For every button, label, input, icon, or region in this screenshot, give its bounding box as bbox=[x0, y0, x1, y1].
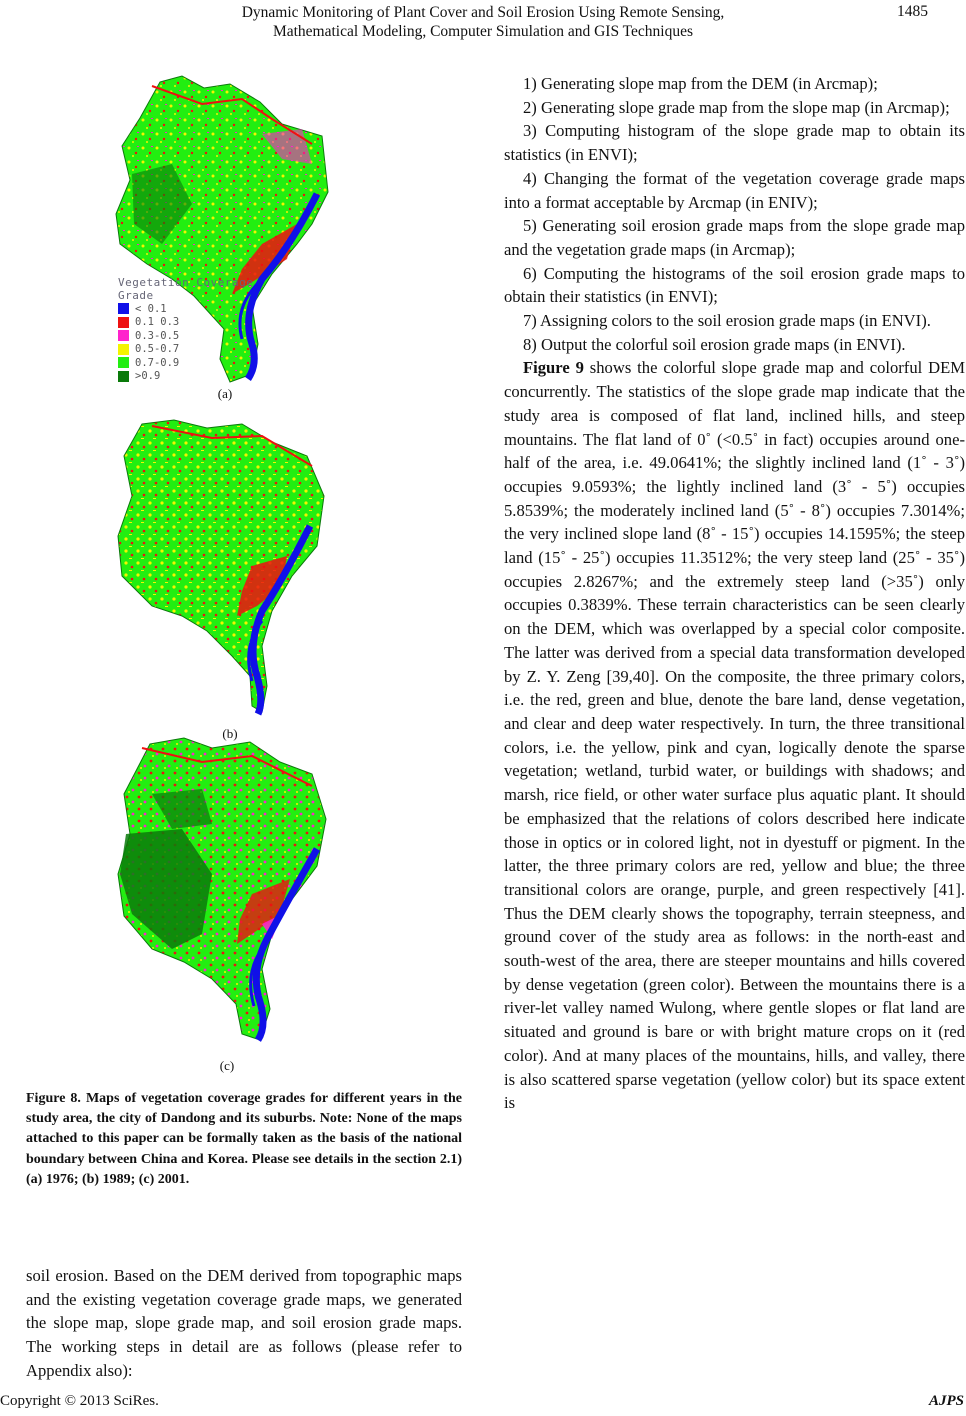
legend-label: 0.1 0.3 bbox=[135, 316, 180, 329]
step-item: 6) Computing the histograms of the soil erosion grade maps to obtain their statistics (in ENVI); bbox=[504, 263, 965, 307]
left-column-text: soil erosion. Based on the DEM derived from topographic maps and the existing vegetation coverage grade maps, we generated the slope map, slope grade map, and soil erosion grade maps. The working steps in detail are as follows (please refer to Appendix also): bbox=[26, 1266, 462, 1380]
step-item: 8) Output the colorful soil erosion grade maps (in ENVI). bbox=[523, 334, 906, 354]
legend-label: 0.7-0.9 bbox=[135, 356, 180, 369]
step-item: 3) Computing histogram of the slope grade map to obtain its statistics (in ENVI); bbox=[504, 121, 965, 165]
vegetation-map-b bbox=[112, 416, 332, 716]
vegetation-map-c bbox=[112, 734, 332, 1044]
figure-9-paragraph bbox=[504, 356, 965, 1115]
legend-swatch bbox=[118, 330, 129, 341]
legend-swatch bbox=[118, 371, 129, 382]
legend-swatch bbox=[118, 303, 129, 314]
page-number: 1485 bbox=[897, 3, 928, 20]
figure-label-a: (a) bbox=[217, 386, 233, 401]
legend-title: Vegetation Coverage Grade bbox=[118, 276, 254, 302]
step-item: 5) Generating soil erosion grade maps from the slope grade map and the vegetation grade maps (in Arcmap); bbox=[504, 216, 965, 259]
legend-swatch bbox=[118, 357, 129, 368]
step-item: 1) Generating slope map from the DEM (in Arcmap); bbox=[523, 74, 878, 93]
legend-label: >0.9 bbox=[135, 370, 161, 383]
legend-item bbox=[118, 343, 293, 357]
figure-label-c: (c) bbox=[219, 1058, 235, 1073]
legend-label: 0.5-0.7 bbox=[135, 343, 180, 356]
figure-9-reference: Figure 9 bbox=[523, 358, 584, 378]
figure-8-caption: Figure 8. Maps of vegetation coverage grades for different years in the study area, the city of Dandong and its suburbs. Note: None of the maps attached to this paper can be formally taken as the basis of the national boundary between China and Korea. Please see details in the section 2.1) (a) 1976; (b) 1989; (c) 2001. bbox=[26, 1091, 462, 1187]
legend-label: < 0.1 bbox=[135, 302, 167, 315]
copyright-notice: Copyright © 2013 SciRes. bbox=[0, 1393, 159, 1409]
steps-list bbox=[504, 72, 965, 356]
legend-items bbox=[118, 302, 293, 383]
journal-name: AJPS bbox=[928, 1393, 964, 1409]
step-item: 7) Assigning colors to the soil erosion grade maps (in ENVI). bbox=[523, 311, 931, 331]
running-title-line-2: Mathematical Modeling, Computer Simulation and GIS Techniques bbox=[272, 23, 694, 40]
legend-swatch bbox=[118, 317, 129, 328]
legend-item bbox=[118, 370, 293, 384]
paragraph-text: shows the colorful slope grade map and colorful DEM concurrently. The statistics of the slope grade map indicate that the study area is composed of flat land, inclined hills, and steep mountains. The flat land of 0˚ (<0.5˚ in fact) occupies around one-half of the area, i.e. 49.0641%; the slightly inclined land (1˚ - 3˚) occupies 9.0593%; the lightly inclined land (3˚ - 5˚) occupies 5.8539%; the moderately inclined land (5˚ - 8˚) occupies 7.3014%; the very inclined slope land (8˚ - 15˚) occupies 14.1595%; the steep land (15˚ - 25˚) occupies 11.3512%; the very steep land (25˚ - 35˚) occupies 2.8267%; and the extremely steep land (>35˚) only occupies 0.3839%. These terrain characteristics can be seen clearly on the DEM, which was overlapped by a special color composite. The latter was derived from a special data transformation developed by Z. Y. Zeng [39,40]. On the composite, the three primary colors, i.e. the red, green and blue, denote the bare land, dense vegetation, and clear and deep water respectively. In turn, the three transitional colors, i.e. the yellow, pink and cyan, logically denote the sparse vegetation; wetland, turbid water, or buildings with shadows; and marsh, rice field, or other water surface plus aquatic plant. It should be emphasized that the relations of colors described here indicate those in optics or in colored light, not in dyestuff or pigment. In the latter, the three primary colors are red, yellow and blue; the three transitional colors are orange, purple, and green respectively [41]. Thus the DEM clearly shows the topography, terrain steepness, and ground cover of the study area as follows: in the north-east and south-west of the area, there are steeper mountains and hills covered by dense vegetation (green color). Between the mountains there is a river-let valley named Wulong, where gentle slopes or flat land are situated and ground is bare or with bright mature crops on it (red color). And at many places of the mountains, hills, and valley, there is also scattered sparse vegetation (yellow color) but its space extent is bbox=[504, 358, 965, 1113]
legend-item bbox=[118, 302, 293, 316]
legend-swatch bbox=[118, 344, 129, 355]
legend-label: 0.3-0.5 bbox=[135, 329, 180, 342]
legend bbox=[118, 276, 293, 383]
legend-item bbox=[118, 329, 293, 343]
page-header bbox=[0, 3, 966, 41]
legend-item bbox=[118, 316, 293, 330]
running-title-line-1: Dynamic Monitoring of Plant Cover and Soil Erosion Using Remote Sensing, bbox=[241, 4, 725, 21]
step-item: 4) Changing the format of the vegetation coverage grade maps into a format acceptable by Arcmap (in ENIV); bbox=[504, 168, 965, 212]
step-item: 2) Generating slope grade map from the slope map (in Arcmap); bbox=[523, 97, 950, 117]
right-column bbox=[504, 72, 965, 1115]
figure-label-b: (b) bbox=[222, 726, 238, 741]
legend-item bbox=[118, 356, 293, 370]
